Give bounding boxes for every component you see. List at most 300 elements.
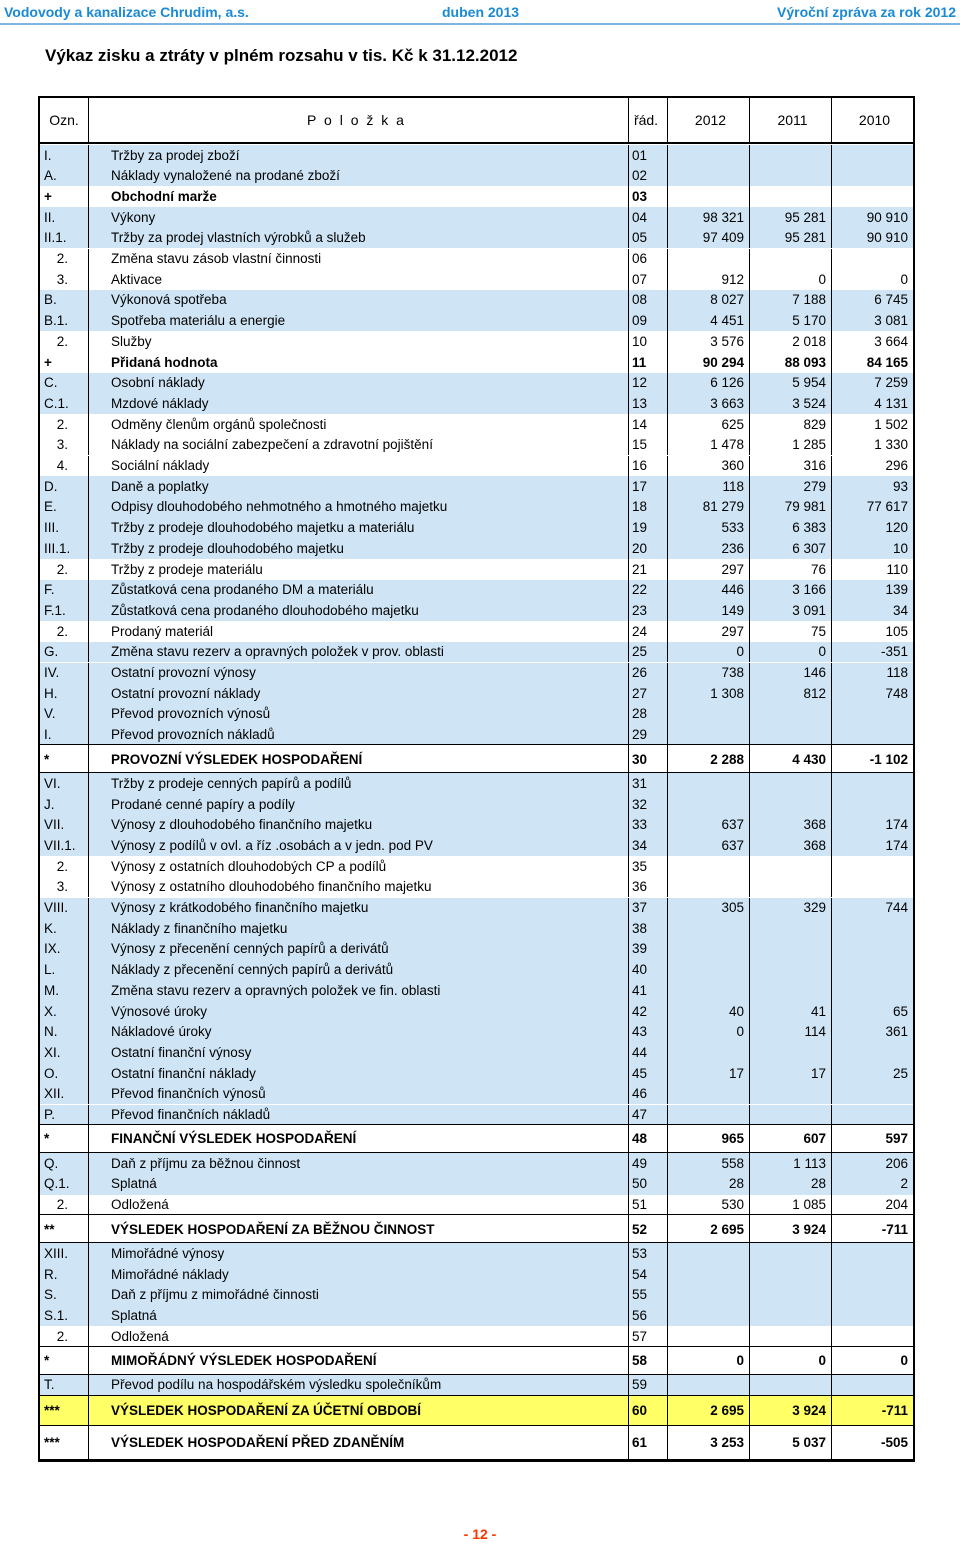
cell-rad: 37 [629,898,668,919]
cell-v2012 [668,1105,750,1126]
cell-ozn: XI. [40,1042,89,1063]
cell-ozn: L. [40,960,89,981]
cell-ozn: I. [40,725,89,746]
cell-name: Zůstatková cena prodaného DM a materiálu [89,580,629,601]
cell-v2010 [832,794,913,815]
cell-name: Ostatní provozní výnosy [89,663,629,684]
cell-v2011: 41 [750,1001,832,1022]
cell-v2010 [832,704,913,725]
cell-v2012: 6 126 [668,373,750,394]
cell-name: Tržby za prodej zboží [89,145,629,166]
cell-rad: 57 [629,1326,668,1347]
cell-v2012 [668,1243,750,1264]
table-row [40,600,913,621]
cell-v2012 [668,1375,750,1396]
cell-rad: 27 [629,683,668,704]
cell-rad: 02 [629,166,668,187]
cell-v2010: 65 [892,1003,908,1019]
cell-v2010 [832,1042,913,1063]
cell-v2010: 90 910 [866,230,908,246]
cell-name: Změna stavu rezerv a opravných položek v prov. oblasti [89,642,629,663]
cell-rad: 38 [629,918,668,939]
report-date: duben 2013 [442,4,520,20]
table-row [40,1396,913,1426]
cell-v2012: 2 695 [668,1215,750,1243]
header-divider [0,23,960,25]
cell-v2011: 7 188 [750,290,832,311]
cell-name: Mzdové náklady [89,393,629,414]
table-row [40,166,913,187]
cell-rad: 05 [629,228,668,249]
cell-rad: 48 [629,1125,668,1153]
cell-rad: 59 [629,1375,668,1396]
cell-ozn: III.1. [40,538,89,559]
cell-name: Převod finančních výnosů [89,1084,629,1105]
cell-v2011 [750,704,832,725]
table-row [40,898,913,919]
cell-ozn: F. [40,580,89,601]
cell-name: Tržby za prodej vlastních výrobků a služeb [89,228,629,249]
cell-v2011: 76 [750,559,832,580]
cell-v2010: 90 910 [866,209,908,225]
cell-v2010: 174 [885,837,908,853]
table-row [40,1042,913,1063]
cell-rad: 36 [629,877,668,898]
cell-v2010: 0 [900,1353,908,1369]
cell-ozn: V. [40,704,89,725]
cell-ozn: N. [40,1022,89,1043]
cell-ozn: 2. [40,414,89,435]
cell-v2010: 10 [892,540,908,556]
cell-rad: 50 [629,1174,668,1195]
cell-rad: 42 [629,1001,668,1022]
cell-rad: 04 [629,207,668,228]
cell-ozn: M. [40,980,89,1001]
cell-name: VÝSLEDEK HOSPODAŘENÍ ZA BĚŽNOU ČINNOST [89,1215,629,1243]
cell-ozn: Q. [40,1153,89,1174]
cell-v2012: 360 [668,456,750,477]
cell-rad: 34 [629,835,668,856]
cell-v2011 [750,918,832,939]
cell-name: Změna stavu rezerv a opravných položek ve fin. oblasti [89,980,629,1001]
cell-v2010: -711 [881,1221,908,1237]
cell-ozn: * [40,745,89,773]
cell-v2010: 3 664 [874,333,908,349]
cell-v2011 [750,1243,832,1264]
table-row [40,663,913,684]
cell-v2010: 6 745 [874,292,908,308]
table-row [40,476,913,497]
table-row [40,1195,913,1216]
cell-v2010: 0 [900,271,908,287]
cell-v2010: -1 102 [869,751,908,767]
cell-rad: 60 [629,1396,668,1426]
cell-v2012: 2 288 [668,745,750,773]
cell-ozn: E. [40,497,89,518]
cell-v2012: 97 409 [668,228,750,249]
table-row [40,1084,913,1105]
cell-v2012 [668,960,750,981]
cell-v2011: 368 [750,815,832,836]
cell-v2010 [832,1084,913,1105]
cell-rad: 39 [629,939,668,960]
column-header: P o l o ž k a [89,98,629,142]
page-number: - 12 - [463,1526,497,1542]
column-header: 2012 [668,98,750,142]
table-row [40,373,913,394]
cell-name: Odpisy dlouhodobého nehmotného a hmotného majetku [89,497,629,518]
cell-v2011: 3 091 [750,600,832,621]
table-row [40,1375,913,1396]
cell-ozn: + [40,352,89,373]
cell-v2012: 28 [668,1174,750,1195]
cell-v2011: 79 981 [750,497,832,518]
cell-v2012 [668,725,750,746]
cell-v2012 [668,918,750,939]
cell-name: VÝSLEDEK HOSPODAŘENÍ ZA ÚČETNÍ OBDOBÍ [89,1396,629,1426]
cell-name: Splatná [89,1305,629,1326]
cell-ozn: 2. [40,856,89,877]
cell-v2011 [750,1285,832,1306]
cell-name: Prodaný materiál [89,621,629,642]
cell-v2011 [750,1264,832,1285]
cell-v2010 [832,1375,913,1396]
cell-v2012: 1 478 [668,435,750,456]
cell-v2012: 118 [668,476,750,497]
table-row [40,331,913,352]
cell-v2012: 637 [668,835,750,856]
cell-ozn: R. [40,1264,89,1285]
cell-name: PROVOZNÍ VÝSLEDEK HOSPODAŘENÍ [89,745,629,773]
cell-name: Osobní náklady [89,373,629,394]
cell-name: Náklady na sociální zabezpečení a zdravotní pojištění [89,435,629,456]
cell-v2011: 1 285 [750,435,832,456]
cell-name: Mimořádné výnosy [89,1243,629,1264]
cell-ozn: J. [40,794,89,815]
cell-v2011: 0 [750,269,832,290]
cell-v2010: 84 165 [866,354,908,370]
cell-v2010 [832,145,913,166]
cell-ozn: O. [40,1063,89,1084]
table-row [40,435,913,456]
table-row [40,414,913,435]
cell-rad: 32 [629,794,668,815]
cell-ozn: + [40,186,89,207]
cell-ozn: 2. [40,621,89,642]
cell-name: Převod podílu na hospodářském výsledku společníkům [89,1375,629,1396]
cell-v2012 [668,1285,750,1306]
cell-ozn: II. [40,207,89,228]
cell-v2011 [750,939,832,960]
table-row [40,1215,913,1243]
cell-rad: 11 [629,352,668,373]
cell-name: Náklady z přecenění cenných papírů a derivátů [89,960,629,981]
cell-v2010: 1 502 [874,416,908,432]
cell-ozn: C.1. [40,393,89,414]
cell-ozn: 2. [40,1326,89,1347]
cell-rad: 25 [629,642,668,663]
cell-ozn: 2. [40,559,89,580]
table-row [40,980,913,1001]
cell-v2012 [668,1305,750,1326]
cell-v2010: 2 [900,1176,908,1192]
table-row [40,815,913,836]
cell-v2011 [750,794,832,815]
cell-v2010: 748 [885,685,908,701]
table-row [40,1022,913,1043]
cell-v2010: 204 [885,1197,908,1213]
cell-v2011 [750,960,832,981]
cell-rad: 26 [629,663,668,684]
cell-v2012 [668,249,750,270]
cell-v2011 [750,1084,832,1105]
cell-name: Ostatní finanční výnosy [89,1042,629,1063]
cell-v2010 [832,1326,913,1347]
row-divider [40,142,913,144]
cell-rad: 07 [629,269,668,290]
table-row [40,794,913,815]
table-row [40,290,913,311]
cell-rad: 29 [629,725,668,746]
table-row [40,352,913,373]
cell-v2011: 829 [750,414,832,435]
cell-rad: 16 [629,456,668,477]
cell-ozn: XIII. [40,1243,89,1264]
cell-v2012: 446 [668,580,750,601]
cell-ozn: *** [40,1426,89,1460]
table-row [40,580,913,601]
cell-v2010 [832,918,913,939]
cell-ozn: B. [40,290,89,311]
cell-v2012: 738 [668,663,750,684]
cell-ozn: S.1. [40,1305,89,1326]
cell-v2010 [832,249,913,270]
cell-ozn: 2. [40,331,89,352]
cell-v2012 [668,186,750,207]
cell-v2012: 3 253 [668,1426,750,1460]
cell-name: Tržby z prodeje materiálu [89,559,629,580]
cell-v2010 [832,1264,913,1285]
cell-name: Tržby z prodeje cenných papírů a podílů [89,773,629,794]
cell-name: Sociální náklady [89,456,629,477]
cell-ozn: * [40,1347,89,1375]
cell-v2012 [668,939,750,960]
cell-v2010: 3 081 [874,313,908,329]
cell-ozn: T. [40,1375,89,1396]
table-row [40,877,913,898]
cell-rad: 17 [629,476,668,497]
cell-v2010: 174 [885,817,908,833]
cell-name: Výkonová spotřeba [89,290,629,311]
cell-rad: 15 [629,435,668,456]
cell-name: Daně a poplatky [89,476,629,497]
cell-v2011: 6 383 [750,518,832,539]
cell-v2011: 1 085 [750,1195,832,1216]
table-row [40,1125,913,1153]
cell-v2011 [750,1042,832,1063]
cell-v2011: 28 [750,1174,832,1195]
cell-v2010: -351 [880,644,908,660]
cell-name: Aktivace [89,269,629,290]
cell-rad: 46 [629,1084,668,1105]
cell-v2010: 1 330 [874,437,908,453]
cell-v2011: 279 [750,476,832,497]
cell-rad: 41 [629,980,668,1001]
cell-name: Zůstatková cena prodaného dlouhodobého majetku [89,600,629,621]
cell-rad: 56 [629,1305,668,1326]
cell-ozn: 3. [40,435,89,456]
cell-name: Spotřeba materiálu a energie [89,311,629,332]
cell-v2010 [832,186,913,207]
table-row [40,939,913,960]
cell-v2011: 95 281 [750,207,832,228]
cell-ozn: IV. [40,663,89,684]
cell-ozn: C. [40,373,89,394]
cell-ozn: S. [40,1285,89,1306]
cell-v2012: 625 [668,414,750,435]
table-header-row [40,98,913,142]
cell-name: Výnosy z podílů v ovl. a říz .osobách a v jedn. pod PV [89,835,629,856]
cell-name: Ostatní provozní náklady [89,683,629,704]
cell-rad: 13 [629,393,668,414]
cell-v2011 [750,1375,832,1396]
page-title: Výkaz zisku a ztráty v plném rozsahu v tis. Kč k 31.12.2012 [45,46,518,65]
cell-v2010: 93 [892,478,908,494]
cell-ozn: P. [40,1105,89,1126]
cell-v2011: 3 166 [750,580,832,601]
table-row [40,621,913,642]
cell-name: Přidaná hodnota [89,352,629,373]
table-row [40,1174,913,1195]
cell-name: Převod finančních nákladů [89,1105,629,1126]
cell-v2010 [832,1285,913,1306]
cell-name: Služby [89,331,629,352]
cell-v2010: 296 [885,458,908,474]
cell-name: Převod provozních výnosů [89,704,629,725]
cell-ozn: A. [40,166,89,187]
income-statement-table [38,96,915,1462]
cell-v2011: 0 [750,1347,832,1375]
cell-v2011: 316 [750,456,832,477]
cell-v2011: 6 307 [750,538,832,559]
cell-rad: 19 [629,518,668,539]
cell-name: Výnosy z ostatního dlouhodobého finančního majetku [89,877,629,898]
cell-v2012: 149 [668,600,750,621]
cell-v2011: 0 [750,642,832,663]
cell-v2012: 637 [668,815,750,836]
cell-rad: 22 [629,580,668,601]
cell-ozn: 3. [40,269,89,290]
cell-ozn: 4. [40,456,89,477]
cell-rad: 43 [629,1022,668,1043]
cell-v2010: 597 [885,1131,908,1147]
cell-v2010 [832,877,913,898]
table-row [40,1105,913,1126]
cell-name: Změna stavu zásob vlastní činnosti [89,249,629,270]
cell-name: Splatná [89,1174,629,1195]
cell-v2010: 105 [885,623,908,639]
cell-v2012: 1 308 [668,683,750,704]
cell-ozn: IX. [40,939,89,960]
cell-v2011 [750,166,832,187]
cell-v2010: 120 [885,520,908,536]
cell-v2011 [750,186,832,207]
cell-ozn: 2. [40,1195,89,1216]
cell-v2010 [832,980,913,1001]
column-header: 2010 [858,112,891,128]
cell-rad: 31 [629,773,668,794]
table-row [40,918,913,939]
cell-ozn: X. [40,1001,89,1022]
cell-v2011: 4 430 [750,745,832,773]
cell-rad: 18 [629,497,668,518]
cell-name: Tržby z prodeje dlouhodobého majetku a materiálu [89,518,629,539]
cell-ozn: Q.1. [40,1174,89,1195]
cell-rad: 06 [629,249,668,270]
cell-name: Odměny členům orgánů společnosti [89,414,629,435]
table-row [40,1305,913,1326]
cell-rad: 09 [629,311,668,332]
table-row [40,773,913,794]
cell-name: FINANČNÍ VÝSLEDEK HOSPODAŘENÍ [89,1125,629,1153]
table-row [40,683,913,704]
table-row [40,269,913,290]
cell-ozn: II.1. [40,228,89,249]
table-row [40,1326,913,1347]
cell-rad: 12 [629,373,668,394]
cell-ozn: I. [40,145,89,166]
cell-name: Náklady vynaložené na prodané zboží [89,166,629,187]
cell-ozn: III. [40,518,89,539]
cell-v2012: 912 [668,269,750,290]
cell-name: Nákladové úroky [89,1022,629,1043]
table-row [40,249,913,270]
cell-v2011 [750,773,832,794]
cell-v2012 [668,794,750,815]
cell-rad: 24 [629,621,668,642]
cell-name: Odložená [89,1195,629,1216]
cell-v2010: 77 617 [866,499,908,515]
table-row [40,835,913,856]
table-row [40,518,913,539]
cell-v2010: 4 131 [874,395,908,411]
cell-v2012: 236 [668,538,750,559]
cell-v2011: 75 [750,621,832,642]
cell-name: Daň z příjmu z mimořádné činnosti [89,1285,629,1306]
cell-v2010 [832,960,913,981]
row-divider [40,1459,913,1460]
cell-v2012: 0 [668,1347,750,1375]
cell-name: Ostatní finanční náklady [89,1063,629,1084]
cell-rad: 20 [629,538,668,559]
cell-v2012 [668,1042,750,1063]
table-row [40,960,913,981]
cell-ozn: F.1. [40,600,89,621]
cell-v2010: 744 [885,900,908,916]
cell-ozn: VIII. [40,898,89,919]
cell-name: VÝSLEDEK HOSPODAŘENÍ PŘED ZDANĚNÍM [89,1426,629,1460]
cell-v2010 [832,1105,913,1126]
cell-rad: 58 [629,1347,668,1375]
table-row [40,745,913,773]
cell-rad: 40 [629,960,668,981]
cell-v2012 [668,1326,750,1347]
cell-v2012: 3 576 [668,331,750,352]
table-row [40,207,913,228]
cell-name: Daň z příjmu za běžnou činnost [89,1153,629,1174]
company-name: Vodovody a kanalizace Chrudim, a.s. [4,4,249,20]
cell-ozn: G. [40,642,89,663]
